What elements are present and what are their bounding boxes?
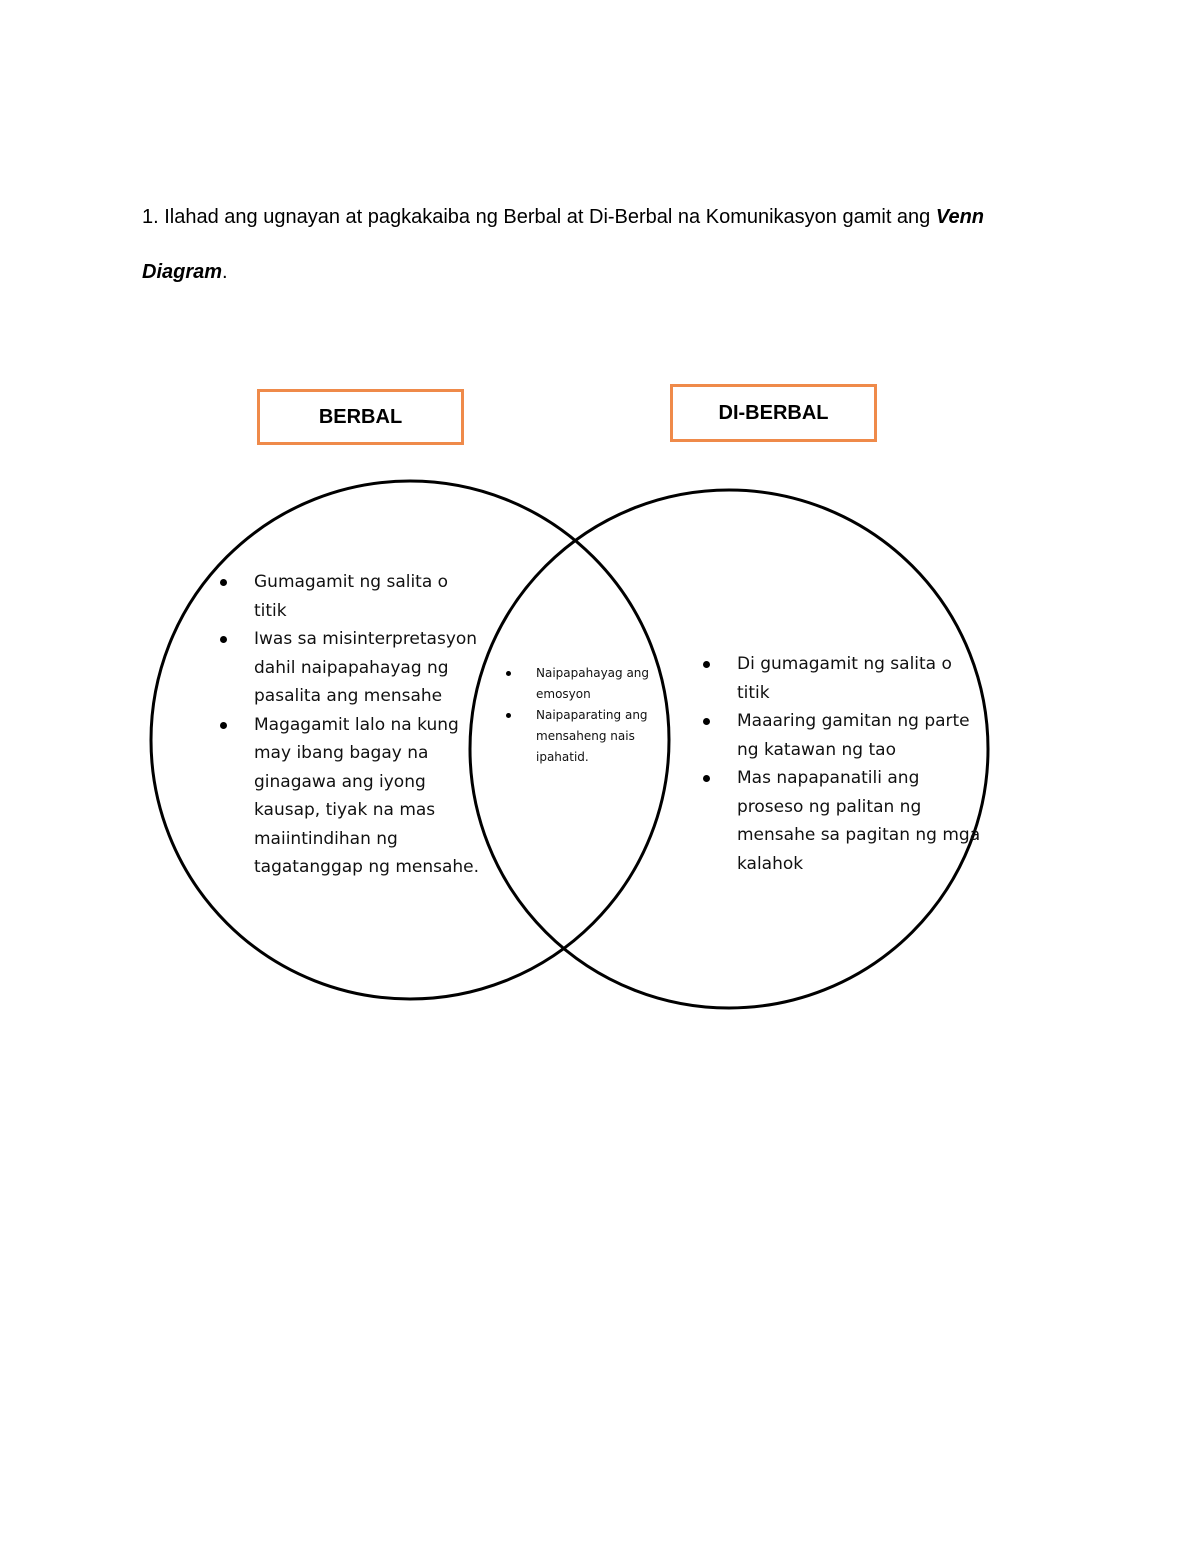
list-item: Gumagamit ng salita o titik	[254, 568, 484, 625]
list-item: Naipaparating ang mensaheng nais ipahatid.	[536, 705, 656, 768]
list-item: Naipapahayag ang emosyon	[536, 663, 656, 705]
question-main: 1. Ilahad ang ugnayan at pagkakaiba ng Berbal at Di-Berbal na Komunikasyon gamit ang	[142, 206, 936, 228]
question-emphasis: Venn Diagram	[142, 206, 985, 283]
di-berbal-label: DI-BERBAL	[718, 401, 829, 424]
di-berbal-list	[737, 650, 982, 878]
list-item: Mas napapanatili ang proseso ng palitan ng mensahe sa pagitan ng mga kalahok	[737, 764, 982, 878]
di-berbal-label-box	[670, 384, 877, 442]
list-item: Di gumagamit ng salita o titik	[737, 650, 982, 707]
question-end: .	[222, 261, 228, 283]
list-item: Iwas sa misinterpretasyon dahil naipapahayag ng pasalita ang mensahe	[254, 625, 484, 711]
list-item: Maaaring gamitan ng parte ng katawan ng tao	[737, 707, 982, 764]
common-list	[536, 663, 656, 768]
berbal-label-box	[257, 389, 464, 445]
berbal-label: BERBAL	[318, 405, 403, 428]
list-item: Magagamit lalo na kung may ibang bagay na ginagawa ang iyong kausap, tiyak na mas maiintindihan ng tagatanggap ng mensahe.	[254, 711, 484, 882]
berbal-list	[254, 568, 484, 882]
